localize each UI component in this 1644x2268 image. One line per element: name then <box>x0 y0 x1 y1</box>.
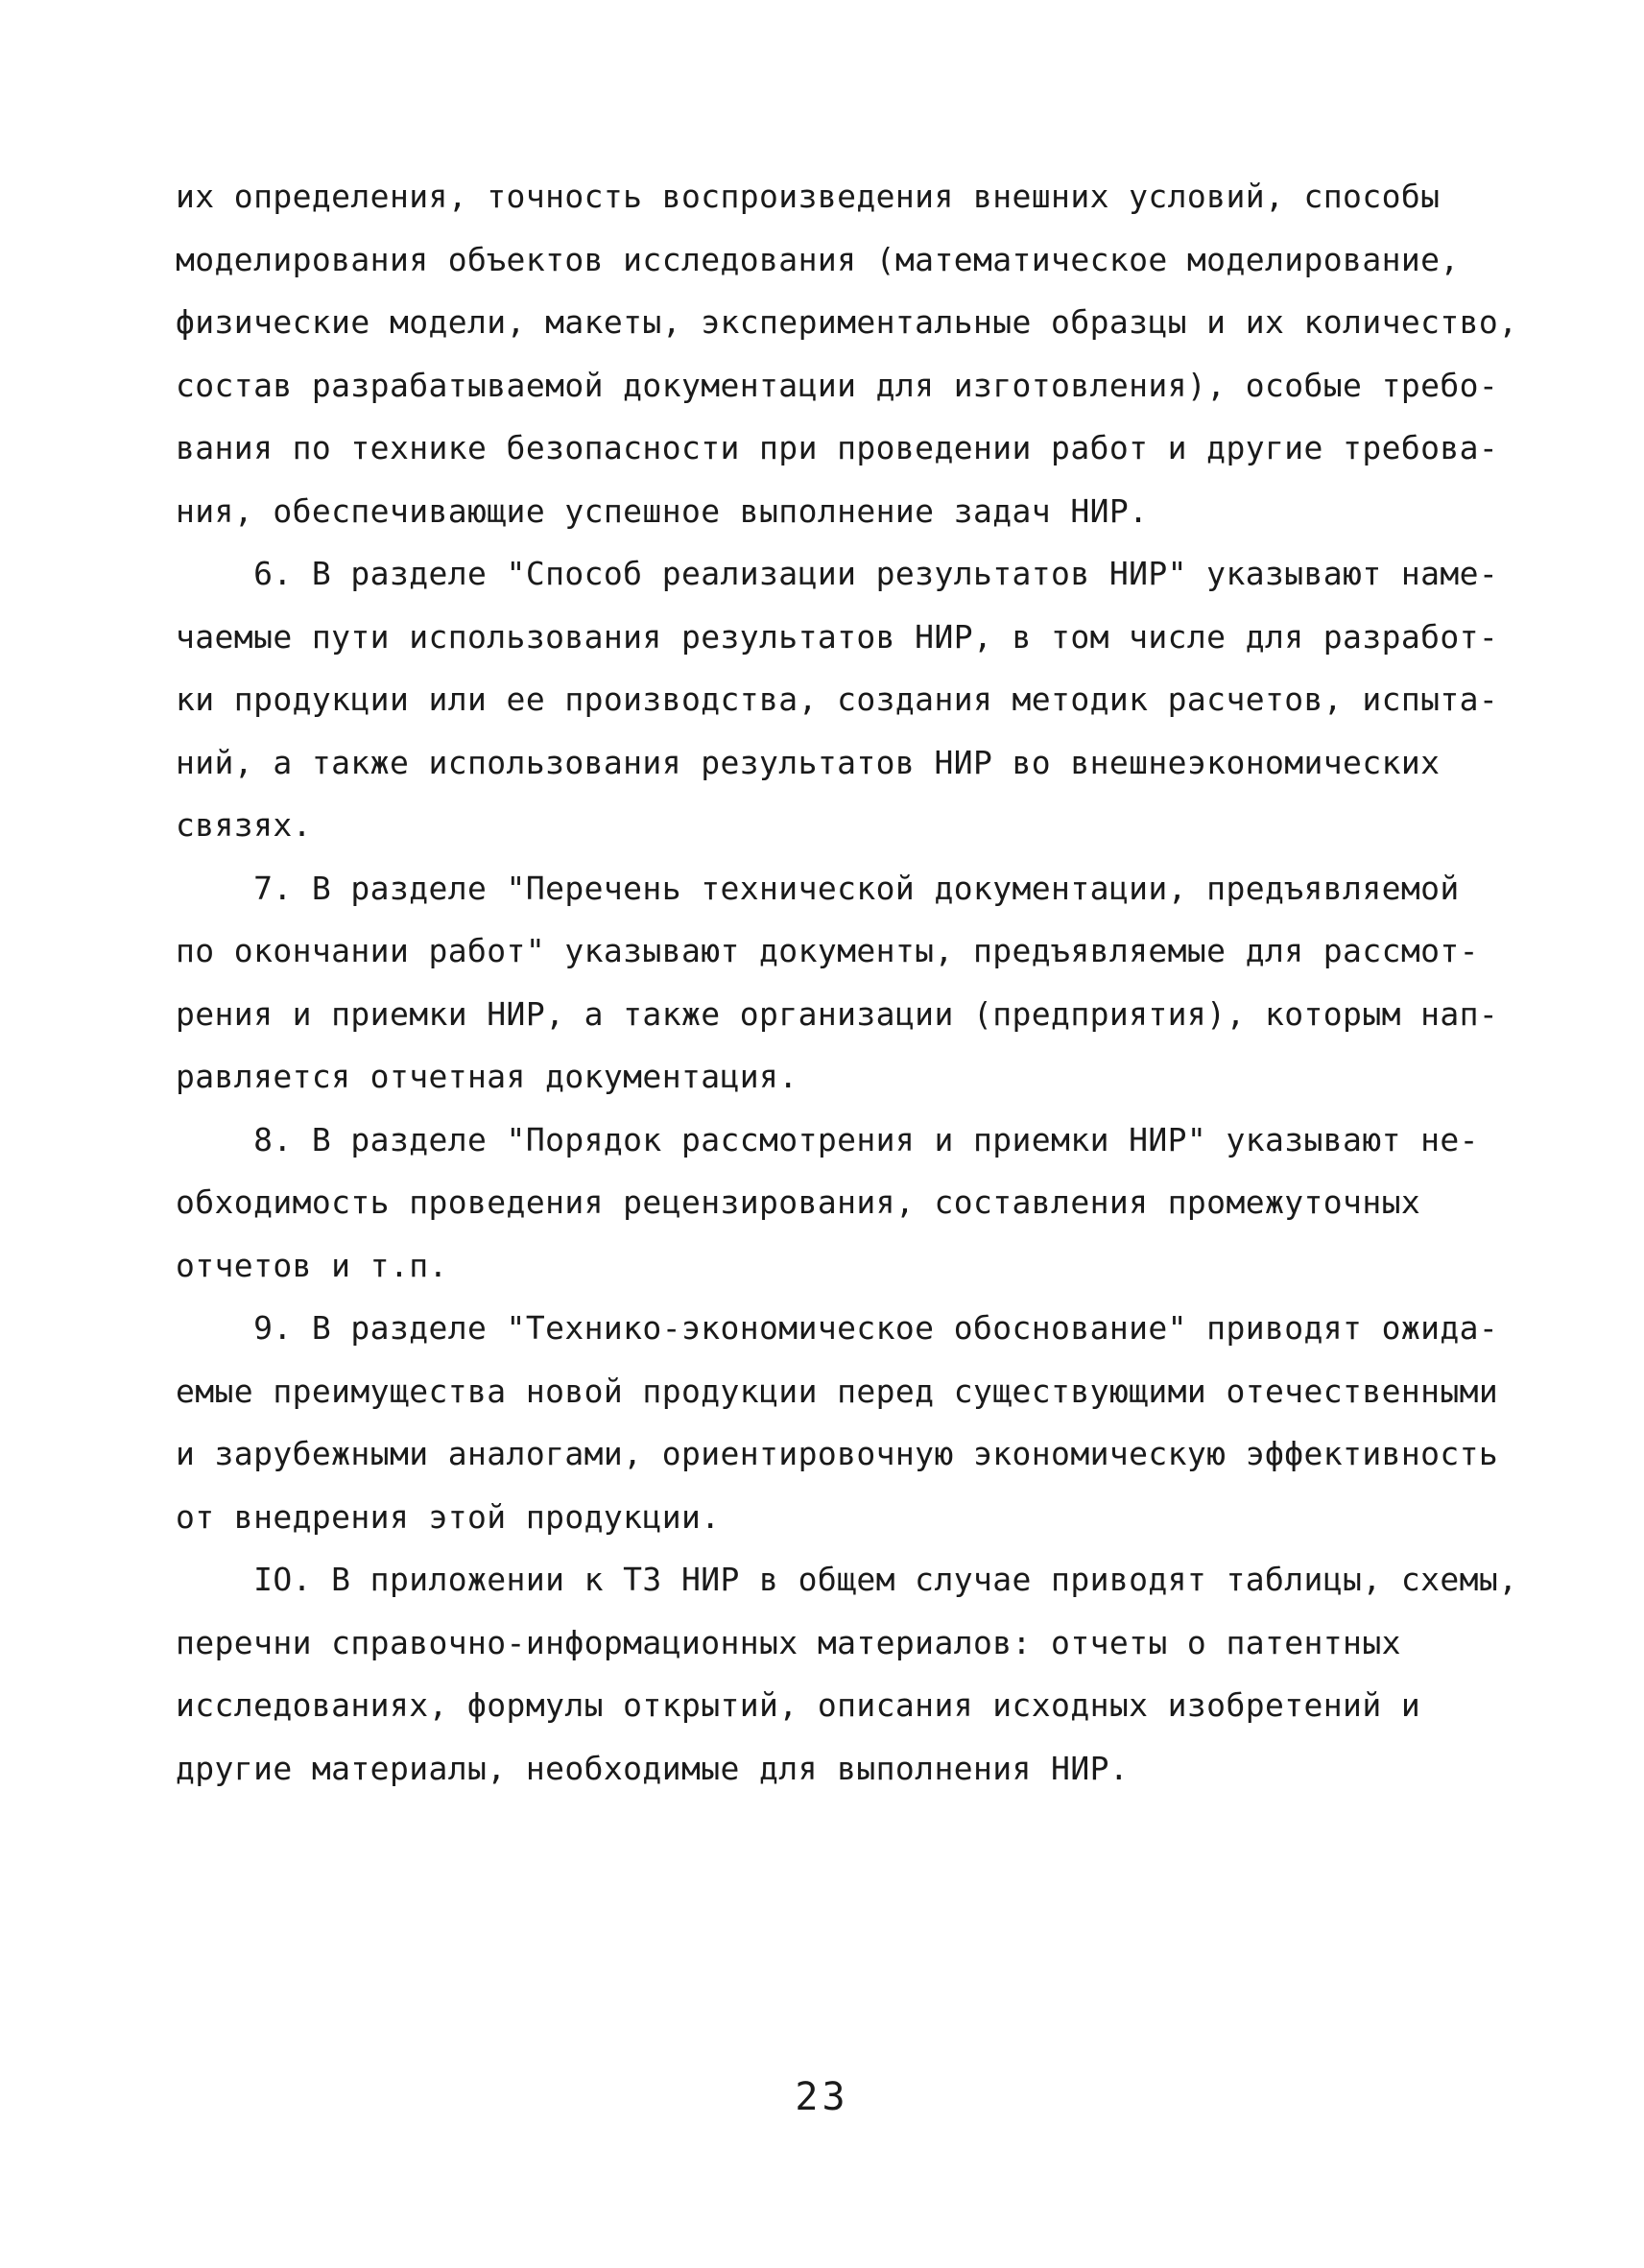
text-line: состав разрабатываемой документации для изготовления), особые требо- <box>176 366 1499 404</box>
text-line: IO. В приложении к ТЗ НИР в общем случае приводят таблицы, схемы, <box>176 1561 1518 1598</box>
text-line: другие материалы, необходимые для выполнения НИР. <box>176 1749 1130 1787</box>
text-line: 7. В разделе "Перечень технической документации, предъявляемой <box>176 869 1460 907</box>
text-line: рения и приемки НИР, а также организации (предприятия), которым нап- <box>176 994 1499 1033</box>
text-line: ния, обеспечивающие успешное выполнение задач НИР. <box>176 491 1149 530</box>
text-line: обходимость проведения рецензирования, составления промежуточных <box>176 1183 1421 1221</box>
text-line: перечни справочно-информационных материалов: отчеты о патентных <box>176 1623 1401 1661</box>
text-line: ний, а также использования результатов НИР во внешнеэкономических <box>176 743 1441 781</box>
text-line: чаемые пути использования результатов НИР, в том числе для разработ- <box>176 617 1499 656</box>
text-line: от внедрения этой продукции. <box>176 1497 721 1536</box>
text-line: и зарубежными аналогами, ориентировочную экономическую эффективность <box>176 1435 1499 1472</box>
text-line: связях. <box>176 806 312 844</box>
body-text <box>176 165 1519 1800</box>
text-line: емые преимущества новой продукции перед существующими отечественными <box>176 1372 1499 1410</box>
text-line: равляется отчетная документация. <box>176 1058 798 1095</box>
text-line: по окончании работ" указывают документы, предъявляемые для рассмот- <box>176 932 1479 969</box>
text-line: их определения, точность воспроизведения внешних условий, способы <box>176 178 1441 215</box>
text-line: физические модели, макеты, экспериментальные образцы и их количество, <box>176 303 1518 341</box>
text-line: моделирования объектов исследования (математическое моделирование, <box>176 240 1460 278</box>
text-line: отчетов и т.п. <box>176 1246 448 1284</box>
text-line: 6. В разделе "Способ реализации результатов НИР" указывают наме- <box>176 555 1499 592</box>
text-line: ки продукции или ее производства, создания методик расчетов, испыта- <box>176 680 1499 718</box>
text-line: 9. В разделе "Технико-экономическое обоснование" приводят ожида- <box>176 1309 1499 1347</box>
text-line: вания по технике безопасности при проведении работ и другие требова- <box>176 429 1499 466</box>
text-line: исследованиях, формулы открытий, описания исходных изобретений и <box>176 1686 1421 1724</box>
text-line: 8. В разделе "Порядок рассмотрения и приемки НИР" указывают не- <box>176 1120 1479 1158</box>
page-number: 23 <box>795 2075 849 2119</box>
